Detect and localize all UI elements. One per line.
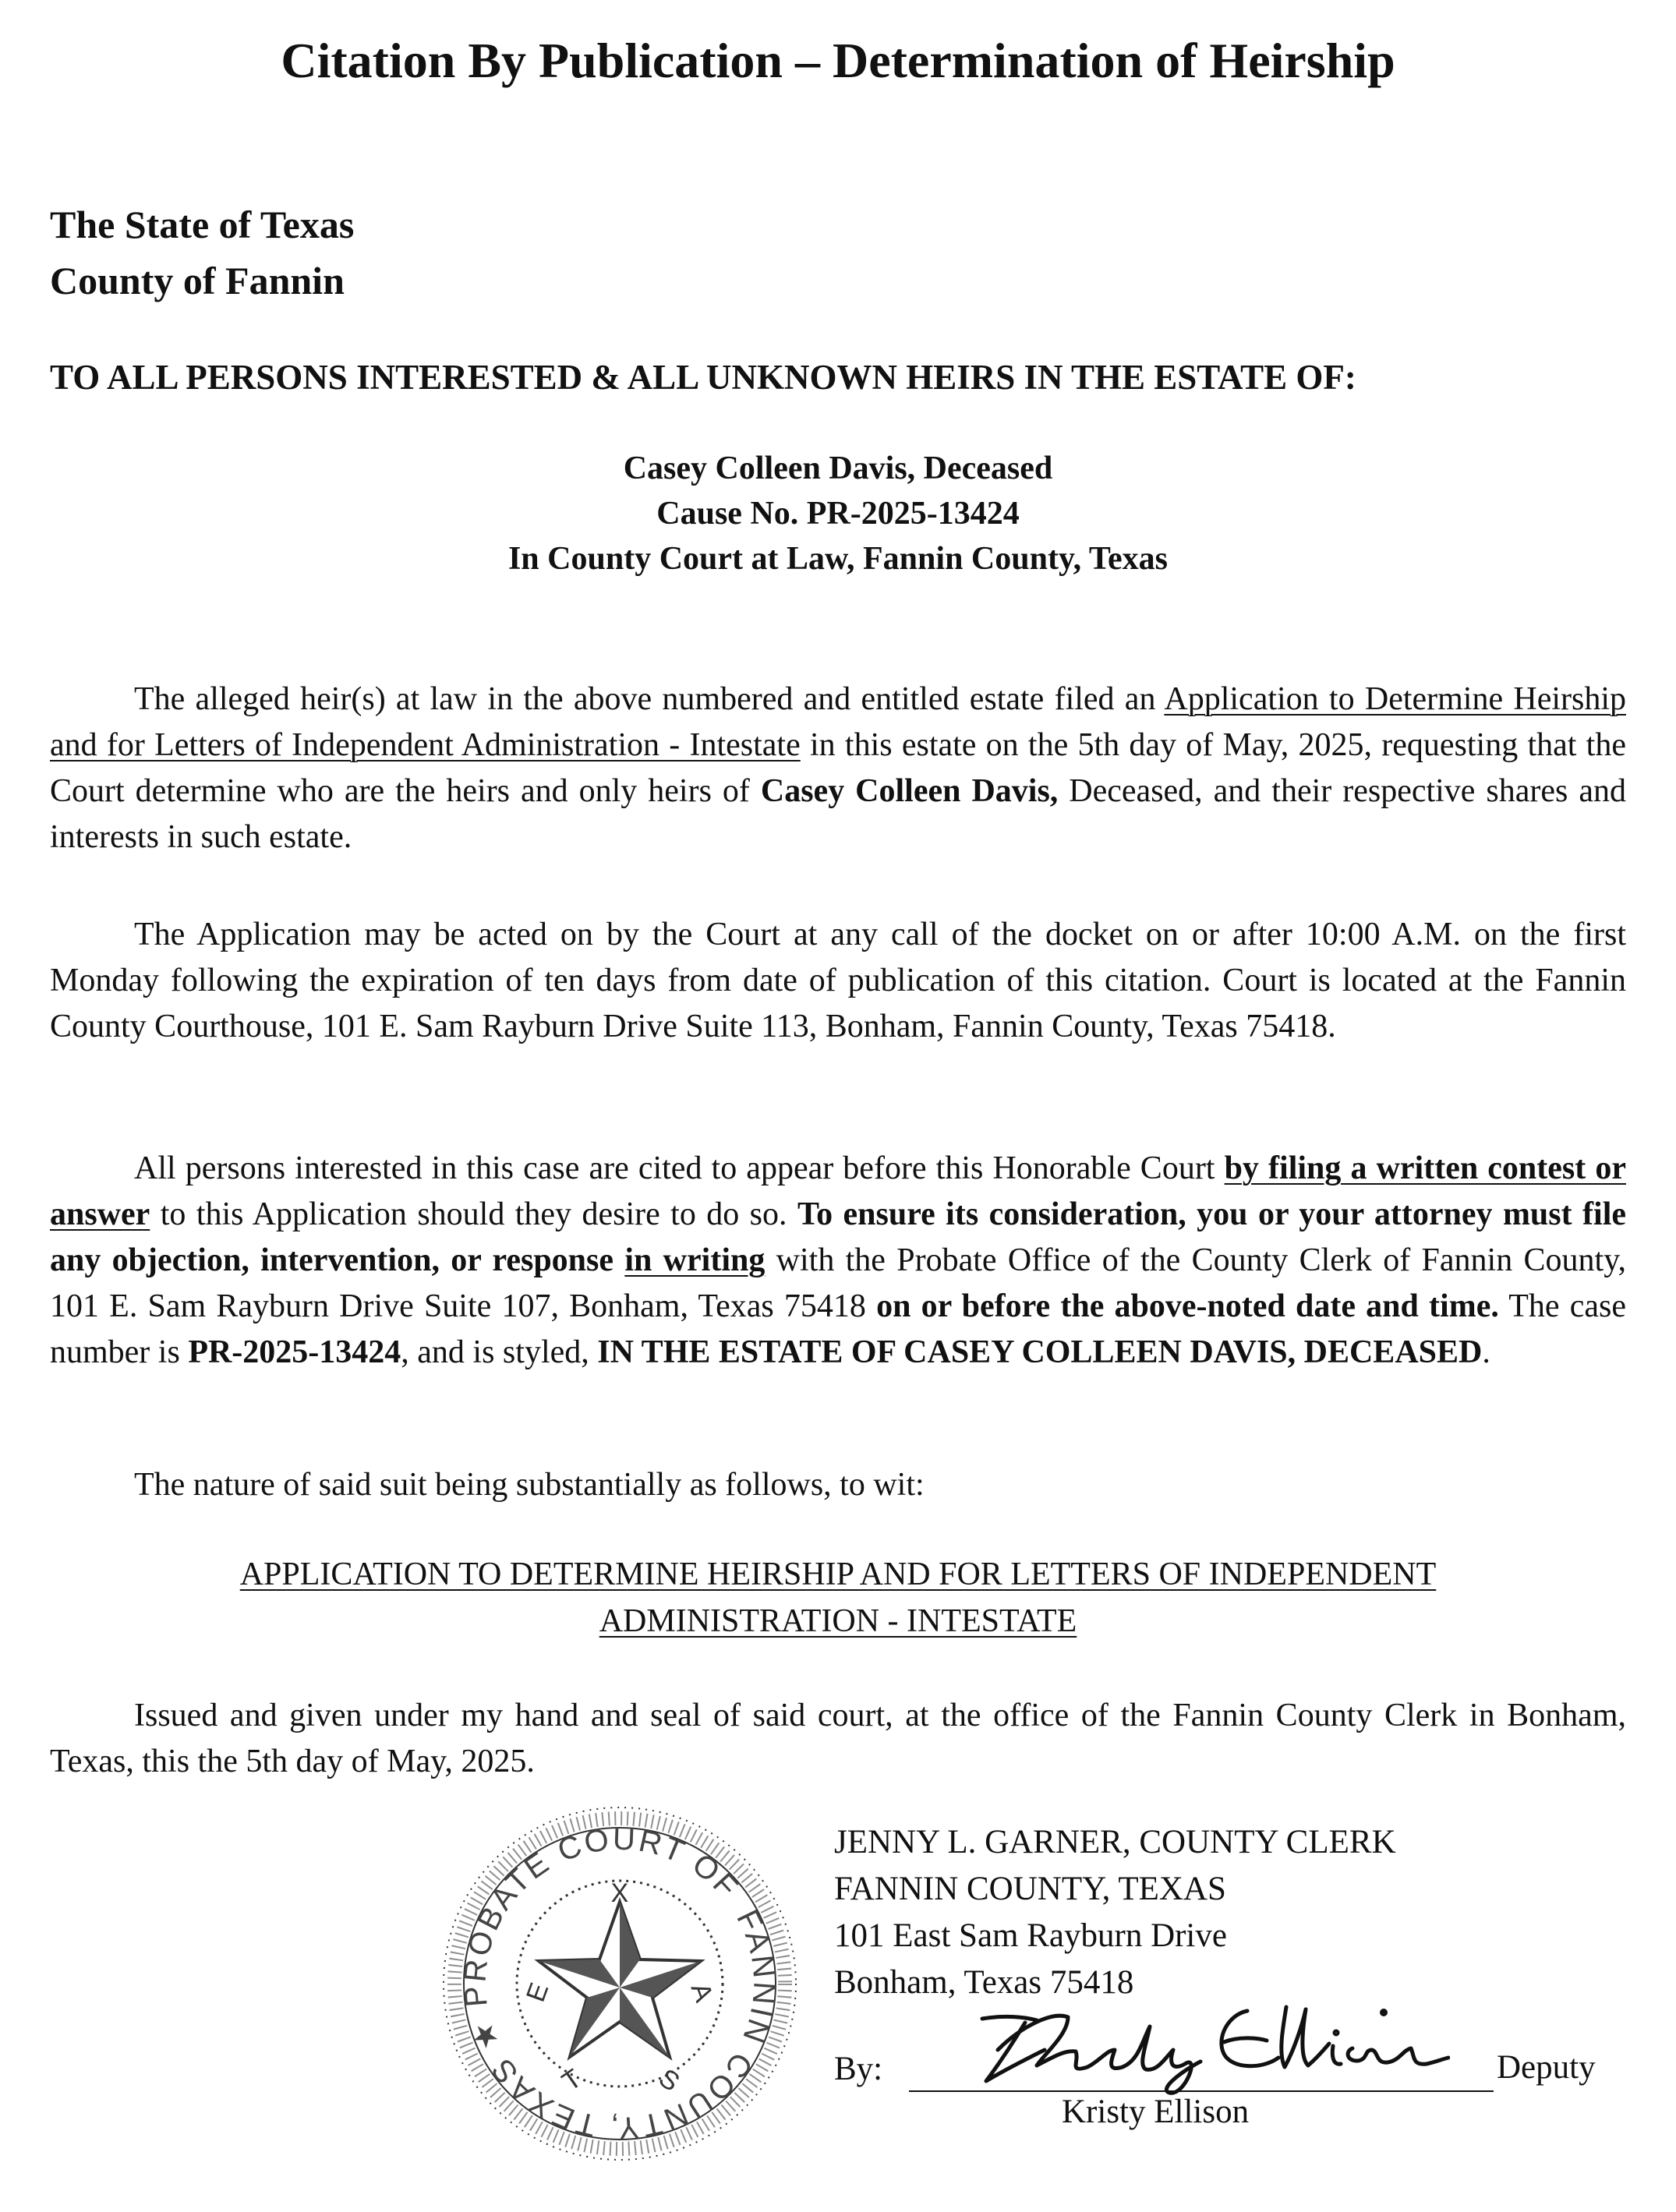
deputy-label: Deputy [1497,2049,1596,2086]
seal-star-letter: E [520,1979,555,2006]
application-title-underlined: Application to Determine Heirship and for Letters of Independent Administration - Intestate [50,681,1627,763]
paragraph-text: with the Probate Office of the County Clerk of Fannin County, 101 E. Sam Rayburn Drive Suite 107, Bonham, Texas 75418 [50,1242,1626,1324]
paragraph-text: All persons interested in this case are cited to appear before this Honorable Court [134,1150,1225,1186]
signer-printed-name: Kristy Ellison [1062,2094,1250,2130]
seal-star-letter: X [610,1878,629,1908]
consideration-notice-bold: To ensure its consideration, you or your attorney must file any objection, intervention, or response [50,1196,1626,1278]
case-number-bold: PR-2025-13424 [188,1334,401,1370]
clerk-signature-block [834,1819,1396,2006]
paragraph-nature-intro [50,1462,1626,1508]
seal-star-letter: S [653,2062,685,2098]
paragraph-text: Issued and given under my hand and seal of said court, at the office of the Fannin County Clerk in Bonham, Texas, this the 5th day of May, 2025. [50,1698,1626,1779]
in-writing-bold: in writing [624,1242,766,1278]
clerk-city: Bonham, Texas 75418 [834,1964,1134,2001]
court-seal-icon [437,1800,803,2167]
paragraph-text: The nature of said suit being substantially as follows, to wit: [134,1467,925,1503]
paragraph-issued [50,1693,1626,1785]
nature-of-suit [0,1551,1676,1645]
clerk-county: FANNIN COUNTY, TEXAS [834,1871,1226,1907]
case-caption [0,446,1676,581]
document-title: Citation By Publication – Determination of Heirship [281,33,1395,88]
clerk-street: 101 East Sam Rayburn Drive [834,1917,1227,1954]
addressee-heading: TO ALL PERSONS INTERESTED & ALL UNKNOWN HEIRS IN THE ESTATE OF: [50,358,1356,397]
court-line: In County Court at Law, Fannin County, Texas [507,541,1169,577]
paragraph-application [50,677,1626,860]
county-line: County of Fannin [50,259,345,302]
seal-star-letter: T [557,2063,588,2097]
by-label: By: [834,2051,883,2087]
clerk-name: JENNY L. GARNER, COUNTY CLERK [834,1824,1396,1860]
seal-star-letter: A [684,1979,720,2006]
paragraph-citation [50,1146,1626,1376]
seal-outer-text: FANNIN COUNTY, TEXAS ★ PROBATE COURT OF [458,1822,782,2146]
case-style-bold: IN THE ESTATE OF CASEY COLLEEN DAVIS, DECEASED [597,1334,1483,1370]
paragraph-text: The alleged heir(s) at law in the above numbered and entitled estate filed an [134,681,1165,717]
paragraph-text: to this Application should they desire to do so. [150,1196,797,1232]
paragraph-text: . [1482,1334,1490,1370]
deadline-bold: on or before the above-noted date and time. [876,1288,1499,1324]
paragraph-hearing [50,912,1626,1050]
nature-line: ADMINISTRATION - INTESTATE [599,1603,1077,1639]
state-line: The State of Texas [50,203,355,246]
decedent-line: Casey Colleen Davis, Deceased [623,451,1053,486]
handwritten-signature-icon [951,1995,1450,2104]
nature-line: APPLICATION TO DETERMINE HEIRSHIP AND FOR LETTERS OF INDEPENDENT [239,1557,1437,1592]
paragraph-text: in this estate on the 5th day of May, 2025, requesting that the Court determine who are the heirs and only heirs of [50,727,1626,809]
paragraph-text: , and is styled, [401,1334,598,1370]
decedent-name-bold: Casey Colleen Davis, [760,773,1059,809]
paragraph-text: Deceased, and their respective shares and interests in such estate. [50,773,1627,855]
paragraph-text: The Application may be acted on by the Court at any call of the docket on or after 10:00 A.M. on the first Monday following the expiration of ten days from date of publication of this citation. Court is located at the Fannin County Courthouse, 101 E. Sam Rayburn Drive Suite 113, Bonham, Fannin County, Texas 75418. [50,917,1626,1044]
cause-number-line: Cause No. PR-2025-13424 [656,496,1020,532]
jurisdiction-heading [50,196,354,309]
paragraph-text: The case number is [50,1288,1626,1370]
filing-instruction-bold: by filing a written contest or answer [50,1150,1626,1232]
